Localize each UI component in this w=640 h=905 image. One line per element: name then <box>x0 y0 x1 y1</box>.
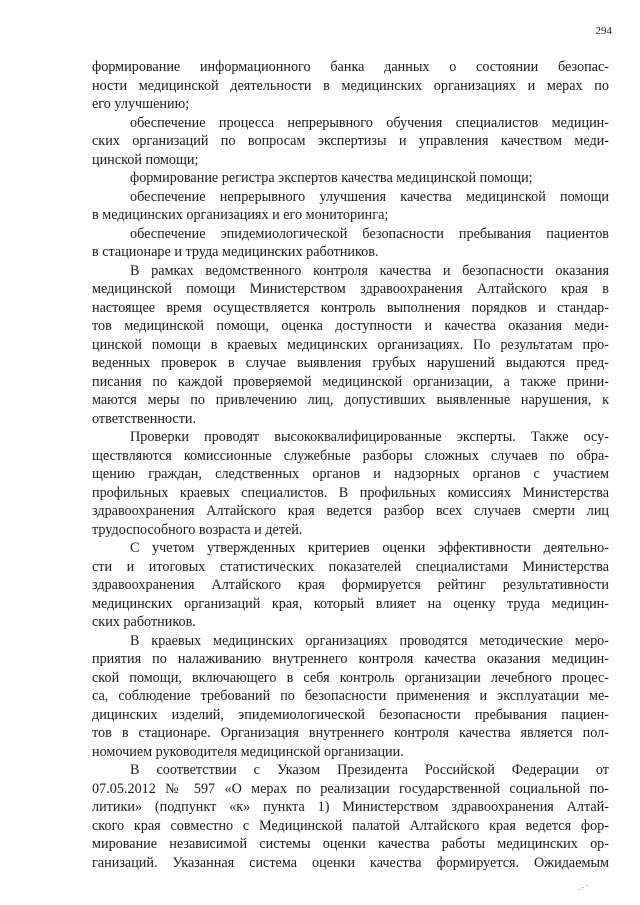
text-line: дицинских изделий, эпидемиологической безопасности пребывания пациен- <box>92 706 609 723</box>
text-line: В рамках ведомственного контроля качества и безопасности оказания <box>130 262 609 279</box>
text-line: тов в стационаре. Организация внутреннего контроля качества является пол- <box>92 725 609 741</box>
text-line: формирование регистра экспертов качества медицинской помощи; <box>130 170 533 186</box>
paragraph <box>92 188 609 225</box>
text-line: Проверки проводят высококвалифицированные эксперты. Также осу- <box>130 429 609 445</box>
text-line: номочием руководителя медицинской организации. <box>92 743 404 760</box>
text-line: ганизаций. Указанная система оценки качества формируется. Ожидаемым <box>92 854 609 871</box>
text-line: его улучшению; <box>92 96 190 112</box>
paragraph <box>92 169 609 188</box>
text-line: тов медицинской помощи, оценка доступности и качества оказания меди- <box>92 318 609 334</box>
text-line: писания по каждой проверяемой медицинской организации, а также прини- <box>92 373 609 390</box>
text-line: маются меры по привлечению лиц, допустивших выявленные нарушения, к <box>92 392 609 408</box>
text-line: приятия по налаживанию внутреннего контроля качества оказания медицин- <box>92 651 609 667</box>
text-line: В соответствии с Указом Президента Российской Федерации от <box>130 762 609 778</box>
text-line: веденных проверок в случае выявления грубых нарушений выдаются пред- <box>92 355 609 371</box>
paragraph <box>92 262 609 429</box>
text-line: здравоохранения Алтайского края формируется рейтинг результативности <box>92 577 609 593</box>
text-line: настоящее время осуществляется контроль выполнения порядков и стандар- <box>92 299 609 316</box>
text-line: формирование информационного банка данных о состоянии безопас- <box>92 59 609 75</box>
text-line: медицинской помощи Министерством здравоохранения Алтайского края в <box>92 281 609 297</box>
text-line: щению граждан, следственных органов и надзорных органов с участием <box>92 466 609 482</box>
text-line: С учетом утвержденных критериев оценки эффективности деятельно- <box>130 540 609 556</box>
paragraph <box>92 114 609 170</box>
paragraph <box>92 539 609 632</box>
page-number: 294 <box>595 25 612 37</box>
text-line: цинской помощи в краевых медицинских организациях. По результатам про- <box>92 336 609 353</box>
text-line: ских организаций по вопросам экспертизы и управления качеством меди- <box>92 133 609 149</box>
text-line: ского края совместно с Медицинской палатой Алтайского края ведется фор- <box>92 817 609 834</box>
text-line: здравоохранения Алтайского края ведется разбор всех случаев смерти лиц <box>92 503 609 519</box>
text-line: в стационаре и труда медицинских работников. <box>92 244 379 260</box>
text-line: сти и итоговых статистических показателей специалистами Министерства <box>92 558 609 575</box>
scan-artifact <box>578 885 588 891</box>
text-line: ской помощи, включающего в себя контроль организации лечебного процес- <box>92 669 609 686</box>
paragraph <box>92 428 609 539</box>
paragraph <box>92 225 609 262</box>
text-line: са, соблюдение требований по безопасности применения и эксплуатации ме- <box>92 688 609 704</box>
text-line: мирование независимой системы оценки качества работы медицинских ор- <box>92 836 609 852</box>
text-line: трудоспособного возраста и детей. <box>92 521 303 538</box>
text-line: обеспечение непрерывного улучшения качества медицинской помощи <box>130 188 609 205</box>
paragraph <box>92 761 609 872</box>
text-line: обеспечение эпидемиологической безопасности пребывания пациентов <box>130 225 609 242</box>
text-line: профильных краевых специалистов. В профильных комиссиях Министерства <box>92 484 609 501</box>
text-line: ских работников. <box>92 614 196 630</box>
text-line: в медицинских организациях и его мониторинга; <box>92 207 389 223</box>
text-line: ществляются комиссионные служебные разборы сложных случаев по обра- <box>92 447 609 464</box>
text-line: ности медицинской деятельности в медицинских организациях и мерах по <box>92 77 609 94</box>
text-line: В краевых медицинских организациях проводятся методические меро- <box>130 632 609 649</box>
text-line: литики» (подпункт «к» пункта 1) Министерством здравоохранения Алтай- <box>92 799 609 815</box>
text-line: обеспечение процесса непрерывного обучения специалистов медицин- <box>130 114 609 131</box>
text-line: цинской помощи; <box>92 151 199 168</box>
paragraph <box>92 58 609 114</box>
document-body <box>92 58 609 872</box>
text-line: 07.05.2012 № 597 «О мерах по реализации государственной социальной по- <box>92 780 609 797</box>
text-line: медицинских организаций края, который влияет на оценку труда медицин- <box>92 595 609 612</box>
paragraph <box>92 632 609 762</box>
text-line: ответственности. <box>92 410 197 427</box>
